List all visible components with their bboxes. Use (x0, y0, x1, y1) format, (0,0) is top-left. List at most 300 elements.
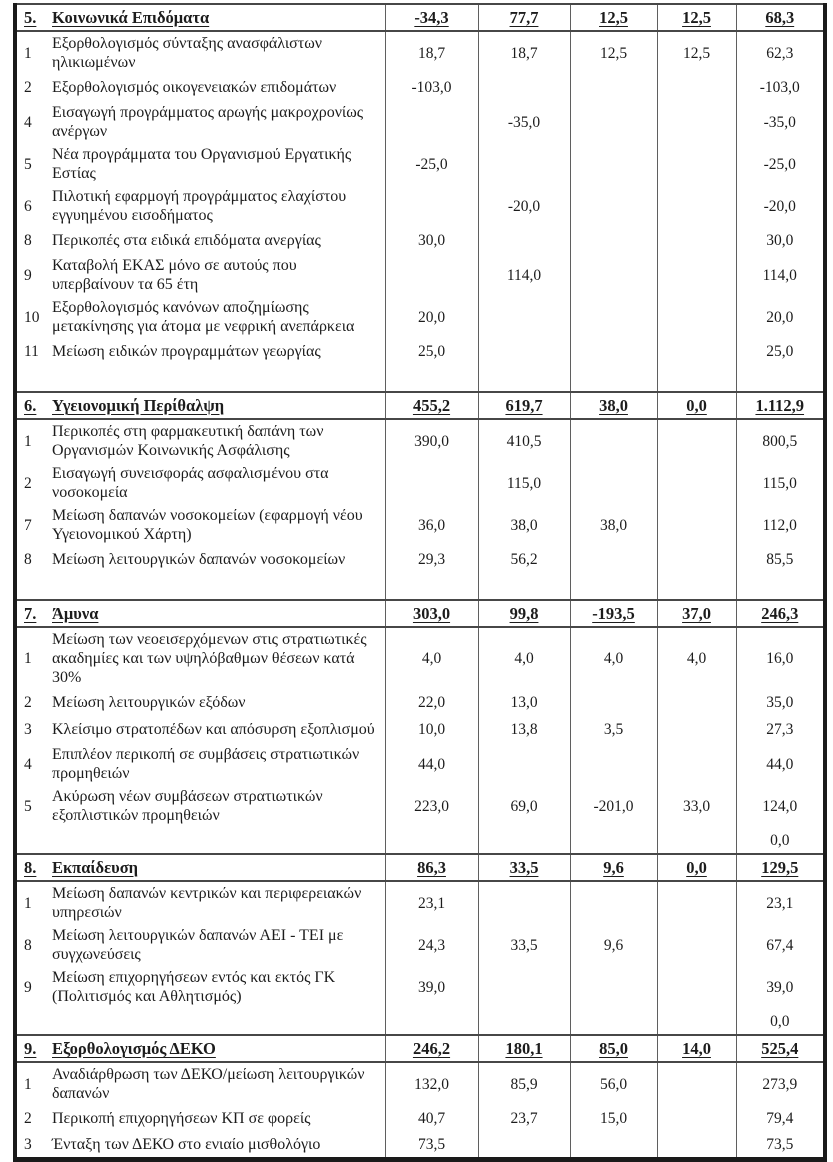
value-cell (657, 185, 736, 227)
value-cell (657, 827, 736, 854)
value-cell (478, 338, 570, 365)
value-cell-text: 114,0 (506, 266, 542, 284)
description-cell (42, 462, 385, 504)
value-cell (657, 716, 736, 743)
description-cell-text: Μείωση ειδικών προγραμμάτων γεωργίας (52, 343, 321, 360)
value-cell (478, 1008, 570, 1035)
value-cell (570, 785, 657, 827)
row-number-cell (15, 419, 42, 462)
description-cell (42, 143, 385, 185)
value-cell (736, 573, 825, 600)
section-title (42, 392, 385, 419)
value-cell (385, 689, 478, 716)
row-number-cell (15, 881, 42, 924)
value-cell-text: 13,8 (510, 721, 538, 738)
row-number-cell-text: 1 (24, 1075, 32, 1093)
value-cell-text: 25,0 (417, 343, 446, 360)
description-cell (42, 504, 385, 546)
section-number-text: 8. (24, 858, 37, 877)
value-cell (736, 1062, 825, 1105)
table-row (15, 743, 825, 785)
description-cell (42, 627, 385, 689)
value-cell (657, 254, 736, 296)
value-cell (385, 254, 478, 296)
value-cell (385, 227, 478, 254)
value-cell (657, 74, 736, 101)
value-cell (736, 546, 825, 573)
value-cell (657, 227, 736, 254)
value-cell-text: 30,0 (417, 232, 446, 249)
row-number-cell (15, 296, 42, 338)
value-cell-text: -35,0 (507, 113, 541, 131)
value-cell-text: -103,0 (411, 79, 452, 96)
value-cell-text: 12,5 (599, 44, 628, 62)
value-cell (570, 462, 657, 504)
description-cell (42, 74, 385, 101)
value-cell-text: 112,0 (762, 516, 797, 534)
value-cell (478, 101, 570, 143)
value-cell (478, 143, 570, 185)
section-total-cell-text: 68,3 (765, 8, 795, 27)
value-cell-text: 13,0 (510, 694, 538, 711)
section-title-text: Εξορθολογισμός ΔΕΚΟ (52, 1039, 216, 1058)
description-cell (42, 1105, 385, 1132)
row-number-cell-text: 10 (24, 308, 40, 326)
value-cell-text: 35,0 (766, 694, 794, 711)
value-cell (385, 462, 478, 504)
value-cell (736, 419, 825, 462)
value-cell (570, 227, 657, 254)
section-number (15, 392, 42, 419)
value-cell-text: 85,9 (510, 1075, 538, 1093)
section-number-text: 9. (24, 1039, 37, 1058)
value-cell-text: 4,0 (686, 650, 707, 667)
value-cell (736, 365, 825, 392)
description-cell (42, 785, 385, 827)
section-total-cell-text: 246,2 (412, 1039, 451, 1058)
value-cell (657, 143, 736, 185)
value-cell (385, 31, 478, 74)
section-total-cell (385, 600, 478, 627)
value-cell (570, 504, 657, 546)
section-number-text: 7. (24, 604, 37, 623)
value-cell (385, 1062, 478, 1105)
value-cell-text: 29,3 (417, 551, 446, 568)
row-number-cell-text: 5 (24, 797, 32, 815)
section-number-text: 6. (24, 396, 37, 415)
description-cell-text: Επιπλέον περικοπή σε συμβάσεις στρατιωτικών προμηθειών (52, 746, 360, 782)
value-cell-text: -25,0 (415, 155, 448, 173)
value-cell (736, 227, 825, 254)
description-cell-text: Πιλοτική εφαρμογή προγράμματος ελαχίστου εγγυημένου εισοδήματος (52, 188, 347, 224)
section-total-cell-text: 37,0 (682, 604, 711, 623)
value-cell-text: 38,0 (599, 516, 628, 534)
table-row (15, 419, 825, 462)
value-cell (736, 627, 825, 689)
value-cell (736, 462, 825, 504)
value-cell (385, 881, 478, 924)
row-number-cell (15, 924, 42, 966)
section-total-cell (570, 854, 657, 881)
value-cell (657, 1062, 736, 1105)
table-row (15, 881, 825, 924)
table-row (15, 924, 825, 966)
section-title-text: Υγειονομική Περίθαλψη (52, 396, 225, 415)
table-row (15, 227, 825, 254)
row-number-cell-text: 9 (24, 978, 32, 996)
description-cell-text: Ακύρωση νέων συμβάσεων στρατιωτικών εξοπλιστικών προμηθειών (52, 788, 323, 824)
value-cell (478, 31, 570, 74)
value-cell-text: 33,0 (682, 797, 711, 815)
section-total-cell (736, 600, 825, 627)
table-row (15, 462, 825, 504)
value-cell (478, 1132, 570, 1159)
row-number-cell-text: 7 (24, 516, 32, 534)
value-cell (736, 827, 825, 854)
description-cell (42, 185, 385, 227)
row-number-cell-text: 2 (24, 79, 32, 96)
value-cell (657, 462, 736, 504)
value-cell (736, 31, 825, 74)
value-cell (385, 365, 478, 392)
value-cell (736, 1105, 825, 1132)
value-cell (478, 827, 570, 854)
section-number-text: 5. (24, 8, 37, 27)
row-number-cell (15, 101, 42, 143)
value-cell (570, 716, 657, 743)
section-title-text: Άμυνα (52, 604, 99, 623)
value-cell-text: 62,3 (766, 44, 794, 62)
value-cell (657, 546, 736, 573)
value-cell-text: 79,4 (766, 1110, 794, 1127)
value-cell-text: 23,7 (510, 1110, 538, 1127)
value-cell (570, 1132, 657, 1159)
value-cell (385, 546, 478, 573)
value-cell (478, 785, 570, 827)
description-cell (42, 881, 385, 924)
section-total-cell (385, 4, 478, 31)
description-cell (42, 827, 385, 854)
description-cell-text: Μείωση επιχορηγήσεων εντός και εκτός ΓΚ (Πολιτισμός και Αθλητισμός) (52, 969, 336, 1005)
value-cell (570, 143, 657, 185)
value-cell (478, 924, 570, 966)
value-cell (657, 785, 736, 827)
description-cell-text: Αναδιάρθρωση των ΔΕΚΟ/μείωση λειτουργικών δαπανών (52, 1066, 365, 1102)
description-cell-text: Κλείσιμο στρατοπέδων και απόσυρση εξοπλισμού (52, 721, 375, 738)
row-number-cell (15, 716, 42, 743)
section-total-cell-text: 0,0 (686, 396, 707, 415)
value-cell (385, 573, 478, 600)
value-cell-text: 85,5 (766, 551, 794, 568)
row-number-cell-text: 4 (24, 113, 32, 131)
table-row (15, 101, 825, 143)
value-cell (736, 296, 825, 338)
value-cell (657, 573, 736, 600)
row-number-cell (15, 785, 42, 827)
row-number-cell-text: 2 (24, 474, 32, 492)
row-number-cell (15, 504, 42, 546)
value-cell-text: 39,0 (417, 978, 446, 996)
value-cell (736, 743, 825, 785)
value-cell (385, 338, 478, 365)
description-cell-text: Καταβολή ΕΚΑΣ μόνο σε αυτούς που υπερβαίνουν τα 65 έτη (52, 257, 297, 293)
value-cell (736, 254, 825, 296)
section-title (42, 1035, 385, 1062)
description-cell-text: Μείωση λειτουργικών εξόδων (52, 694, 246, 711)
value-cell-text: 4,0 (603, 650, 624, 667)
row-number-cell (15, 143, 42, 185)
section-total-cell-text: 85,0 (599, 1039, 628, 1058)
value-cell (736, 74, 825, 101)
value-cell-text: 15,0 (599, 1110, 628, 1127)
section-header-row (15, 1035, 825, 1062)
row-number-cell (15, 254, 42, 296)
description-cell-text: Μείωση λειτουργικών δαπανών ΑΕΙ - ΤΕΙ με συγχωνεύσεις (52, 927, 344, 963)
description-cell-text: Μείωση δαπανών νοσοκομείων (εφαρμογή νέου Υγειονομικού Χάρτη) (52, 507, 363, 543)
table-row (15, 716, 825, 743)
row-number-cell-text: 1 (24, 894, 32, 912)
section-header-row (15, 4, 825, 31)
value-cell (657, 881, 736, 924)
value-cell (570, 419, 657, 462)
section-total-cell-text: 1.112,9 (755, 396, 805, 415)
section-total-cell-text: -34,3 (414, 8, 449, 27)
value-cell-text: 132,0 (414, 1075, 449, 1093)
value-cell-text: 73,5 (766, 1135, 794, 1153)
row-number-cell (15, 227, 42, 254)
value-cell-text: 24,3 (417, 936, 446, 954)
section-total-cell (570, 4, 657, 31)
value-cell (736, 716, 825, 743)
value-cell-text: 23,1 (417, 894, 446, 912)
description-cell-text: Εισαγωγή προγράμματος αρωγής μακροχρονίως ανέργων (52, 104, 364, 140)
section-total-cell (478, 4, 570, 31)
value-cell-text: 12,5 (682, 44, 711, 62)
value-cell-text: 10,0 (417, 721, 446, 738)
description-cell-text: Εξορθολογισμός σύνταξης ανασφάλιστων ηλικιωμένων (52, 35, 322, 71)
value-cell (657, 627, 736, 689)
row-number-cell (15, 74, 42, 101)
description-cell (42, 1008, 385, 1035)
value-cell (657, 1105, 736, 1132)
value-cell-text: -20,0 (507, 197, 541, 215)
value-cell (736, 143, 825, 185)
row-number-cell-text: 6 (24, 197, 32, 215)
carryover-row (15, 1008, 825, 1035)
section-total-cell (385, 1035, 478, 1062)
row-number-cell-text: 9 (24, 266, 32, 284)
value-cell (570, 338, 657, 365)
value-cell (385, 627, 478, 689)
description-cell (42, 338, 385, 365)
description-cell-text: Μείωση δαπανών κεντρικών και περιφερειακών υπηρεσιών (52, 885, 362, 921)
value-cell (478, 627, 570, 689)
value-cell-text: -20,0 (763, 197, 796, 215)
value-cell-text: 9,6 (603, 936, 624, 954)
section-header-row (15, 854, 825, 881)
value-cell (478, 504, 570, 546)
row-number-cell-text: 1 (24, 432, 32, 450)
section-total-cell-text: 246,3 (761, 604, 799, 623)
value-cell (736, 966, 825, 1008)
row-number-cell-text: 1 (24, 44, 32, 62)
section-total-cell-text: 9,6 (603, 858, 624, 877)
value-cell (736, 185, 825, 227)
table-row (15, 1132, 825, 1159)
value-cell-text: -103,0 (759, 79, 800, 96)
fiscal-table-body (15, 4, 825, 1159)
value-cell (385, 143, 478, 185)
section-title-text: Εκπαίδευση (52, 858, 139, 877)
section-total-cell-text: 455,2 (412, 396, 451, 415)
value-cell (570, 365, 657, 392)
section-total-cell-text: 77,7 (509, 8, 539, 27)
row-number-cell (15, 966, 42, 1008)
value-cell (570, 827, 657, 854)
value-cell (570, 101, 657, 143)
section-total-cell-text: -193,5 (592, 604, 635, 623)
value-cell (385, 785, 478, 827)
value-cell (385, 827, 478, 854)
value-cell-text: 3,5 (603, 721, 624, 738)
section-title (42, 4, 385, 31)
value-cell (657, 924, 736, 966)
value-cell (385, 1132, 478, 1159)
value-cell-text: -25,0 (763, 155, 796, 173)
section-total-cell-text: 303,0 (412, 604, 451, 623)
value-cell (570, 254, 657, 296)
carryover-row (15, 827, 825, 854)
value-cell (570, 296, 657, 338)
section-header-row (15, 392, 825, 419)
value-cell-text: 39,0 (766, 978, 794, 996)
section-total-cell (478, 1035, 570, 1062)
value-cell (570, 31, 657, 74)
description-cell-text: Εξορθολογισμός οικογενειακών επιδομάτων (52, 79, 337, 96)
description-cell (42, 546, 385, 573)
row-number-cell (15, 689, 42, 716)
description-cell-text: Περικοπές στα ειδικά επιδόματα ανεργίας (52, 232, 321, 249)
value-cell (478, 296, 570, 338)
value-cell (570, 1062, 657, 1105)
value-cell (657, 966, 736, 1008)
section-total-cell (478, 854, 570, 881)
value-cell (657, 31, 736, 74)
value-cell (570, 966, 657, 1008)
value-cell (570, 74, 657, 101)
value-cell-text: 30,0 (766, 232, 794, 249)
section-total-cell (736, 4, 825, 31)
value-cell-text: 44,0 (417, 755, 446, 773)
value-cell (570, 743, 657, 785)
table-row (15, 546, 825, 573)
section-total-cell-text: 38,0 (599, 396, 628, 415)
value-cell-text: 18,7 (417, 44, 446, 62)
value-cell (478, 716, 570, 743)
description-cell (42, 254, 385, 296)
description-cell (42, 966, 385, 1008)
description-cell-text: Μείωση των νεοεισερχόμενων στις στρατιωτικές ακαδημίες και των υψηλόβαθμων θέσεων κατά 30% (52, 631, 367, 686)
fiscal-measures-table (13, 3, 827, 1162)
value-cell (385, 419, 478, 462)
value-cell-text: 73,5 (417, 1135, 446, 1153)
section-number (15, 1035, 42, 1062)
section-title (42, 600, 385, 627)
spacer-row (15, 365, 825, 392)
value-cell (736, 101, 825, 143)
value-cell (570, 881, 657, 924)
value-cell-text: 115,0 (762, 474, 797, 492)
value-cell-text: 36,0 (417, 516, 446, 534)
value-cell (736, 881, 825, 924)
value-cell-text: 56,0 (599, 1075, 628, 1093)
value-cell (657, 101, 736, 143)
value-cell (478, 227, 570, 254)
value-cell (478, 365, 570, 392)
table-row (15, 143, 825, 185)
value-cell (736, 1132, 825, 1159)
value-cell (478, 419, 570, 462)
value-cell-text: 69,0 (510, 797, 538, 815)
value-cell-text: 4,0 (514, 650, 534, 667)
value-cell-text: 410,5 (506, 432, 542, 450)
section-title (42, 854, 385, 881)
value-cell-text: 23,1 (766, 894, 794, 912)
value-cell-text: 27,3 (766, 721, 794, 738)
description-cell-text: Περικοπή επιχορηγήσεων ΚΠ σε φορείς (52, 1110, 311, 1127)
row-number-cell-text: 8 (24, 936, 32, 954)
value-cell-text: 800,5 (762, 432, 798, 450)
section-total-cell-text: 180,1 (505, 1039, 543, 1058)
value-cell (570, 1105, 657, 1132)
value-cell (385, 74, 478, 101)
value-cell-text: 124,0 (762, 797, 798, 815)
description-cell (42, 1062, 385, 1105)
description-cell (42, 1132, 385, 1159)
row-number-cell-text: 3 (24, 1135, 32, 1153)
description-cell (42, 227, 385, 254)
table-row (15, 31, 825, 74)
description-cell-text: Μείωση λειτουργικών δαπανών νοσοκομείων (52, 551, 346, 568)
row-number-cell (15, 462, 42, 504)
value-cell-text: 20,0 (417, 308, 446, 326)
value-cell-text: 40,7 (417, 1110, 446, 1127)
value-cell-text: 44,0 (766, 755, 794, 773)
section-total-cell (657, 854, 736, 881)
value-cell (657, 504, 736, 546)
row-number-cell (15, 573, 42, 600)
value-cell-text: 16,0 (766, 650, 794, 667)
section-total-cell (385, 854, 478, 881)
value-cell (570, 185, 657, 227)
description-cell (42, 296, 385, 338)
row-number-cell-text: 3 (24, 721, 32, 738)
description-cell (42, 365, 385, 392)
value-cell-text: 33,5 (510, 936, 538, 954)
value-cell (385, 966, 478, 1008)
row-number-cell-text: 4 (24, 755, 32, 773)
description-cell (42, 419, 385, 462)
section-title-text: Κοινωνικά Επιδόματα (52, 8, 210, 27)
value-cell (478, 1105, 570, 1132)
value-cell-text: 273,9 (762, 1075, 798, 1093)
value-cell (385, 296, 478, 338)
value-cell (478, 1062, 570, 1105)
value-cell (478, 254, 570, 296)
section-total-cell (736, 854, 825, 881)
row-number-cell (15, 743, 42, 785)
value-cell-text: 223,0 (414, 797, 449, 815)
